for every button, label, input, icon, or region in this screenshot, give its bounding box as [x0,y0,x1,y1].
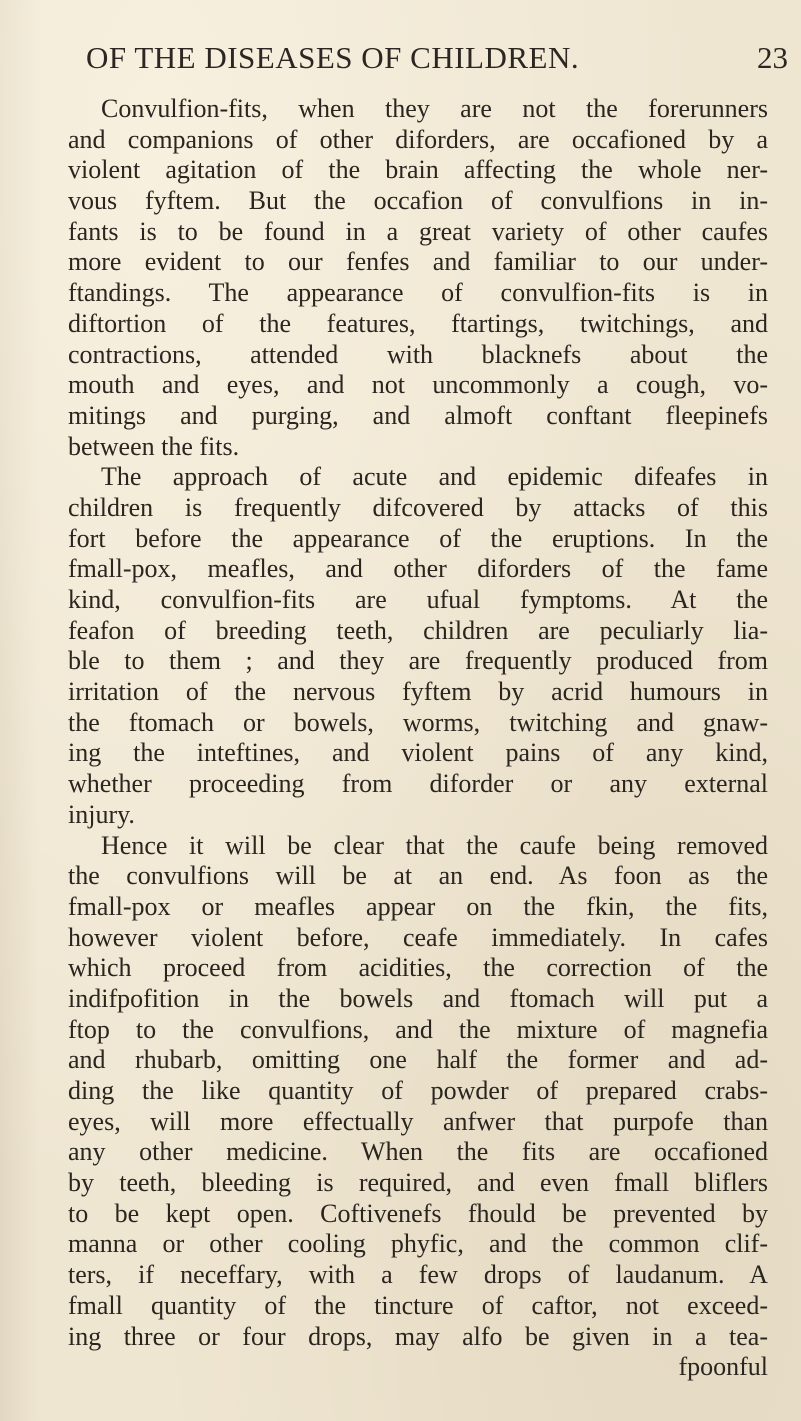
text-line: by teeth, bleeding is required, and even fmall bliflers [68,1168,768,1198]
text-line: and rhubarb, omitting one half the former and ad- [68,1045,768,1075]
text-line: ftandings. The appearance of convulfion-fits is in [68,278,768,308]
text-line: feafon of breeding teeth, children are peculiarly lia- [68,615,768,645]
text-line: and companions of other diforders, are occafioned by a [68,124,768,154]
text-line: the ftomach or bowels, worms, twitching and gnaw- [68,707,768,737]
text-line: ble to them ; and they are frequently produced from [68,646,768,676]
text-line: which proceed from acidities, the correction of the [68,953,768,983]
text-line: the convulfions will be at an end. As foon as the [68,861,768,891]
text-line: Convulfion-fits, when they are not the forerunners [101,94,768,123]
text-line: indifpofition in the bowels and ftomach will put a [68,983,768,1013]
text-line: diftortion of the features, ftartings, twitchings, and [68,308,768,338]
page-header [68,40,788,84]
text-line: fmall-pox or meafles appear on the fkin, the fits, [68,891,768,921]
text-line: fort before the appearance of the eruptions. In the [68,523,768,553]
text-line: whether proceeding from diforder or any external [68,769,768,799]
text-line: fmall quantity of the tincture of caftor, not exceed- [68,1290,768,1320]
body-text [68,94,768,1383]
text-line: mitings and purging, and almoft conftant fleepinefs [68,400,768,430]
text-line: manna or other cooling phyfic, and the common clif- [68,1229,768,1259]
text-line: fmall-pox, meafles, and other diforders of the fame [68,554,768,584]
text-line: contractions, attended with blacknefs about the [68,339,768,369]
text-line: fants is to be found in a great variety of other caufes [68,216,768,246]
text-line: ftop to the convulfions, and the mixture of magnefia [68,1014,768,1044]
text-line: any other medicine. When the fits are occafioned [68,1137,768,1167]
text-line: violent agitation of the brain affecting the whole ner- [68,155,768,185]
text-line: ing three or four drops, may alfo be given in a tea- [68,1321,768,1351]
text-line: injury. [68,799,135,829]
page-number: 23 [757,40,788,75]
text-line: children is frequently difcovered by attacks of this [68,492,768,522]
text-line: ing the inteftines, and violent pains of any kind, [68,738,768,768]
text-line: to be kept open. Coftivenefs fhould be prevented by [68,1198,768,1228]
text-line: The approach of acute and epidemic difeafes in [101,462,768,492]
text-line: Hence it will be clear that the caufe being removed [101,830,768,860]
text-line: mouth and eyes, and not uncommonly a cough, vo- [68,370,768,400]
text-line: between the fits. [68,431,240,461]
running-head: OF THE DISEASES OF CHILDREN. [86,40,580,75]
text-line: irritation of the nervous fyftem by acrid humours in [68,677,768,707]
text-line: fpoonful [678,1352,768,1382]
text-line: eyes, will more effectually anfwer that purpofe than [68,1106,768,1136]
text-line: more evident to our fenfes and familiar to our under- [68,247,768,277]
text-line: ters, if neceffary, with a few drops of laudanum. A [68,1260,768,1290]
text-line: kind, convulfion-fits are ufual fymptoms. At the [68,585,768,614]
text-line: vous fyftem. But the occafion of convulfions in in- [68,186,768,216]
text-line: ding the like quantity of powder of prepared crabs- [68,1076,768,1105]
text-line: however violent before, ceafe immediately. In cafes [68,922,768,952]
